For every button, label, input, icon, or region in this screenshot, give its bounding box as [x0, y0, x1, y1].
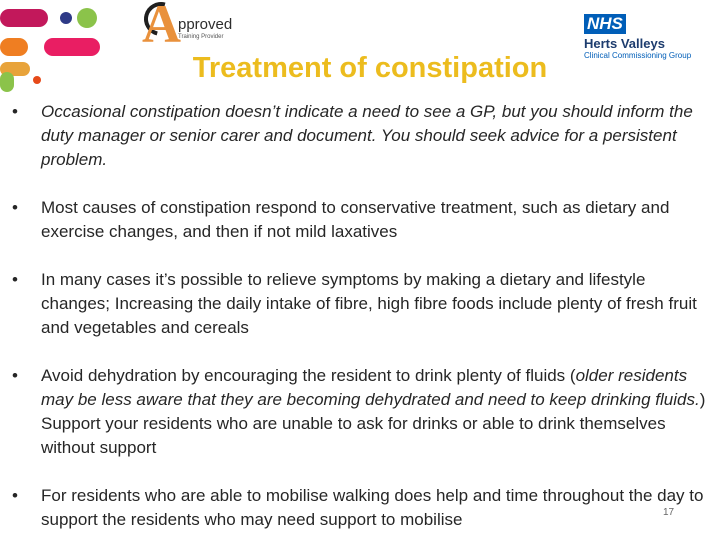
- approved-provider-logo: [142, 0, 252, 56]
- slide-title: Treatment of constipation: [192, 52, 548, 84]
- bullet-list: [12, 100, 712, 532]
- navy-dot: [60, 12, 72, 24]
- bullet-text: Avoid dehydration by encouraging the resident to drink plenty of fluids (: [41, 366, 576, 385]
- bullet-text: Most causes of constipation respond to conservative treatment, such as dietary and exercise changes, and then if not mild laxatives: [41, 198, 670, 241]
- nhs-org-name: Herts Valleys: [584, 36, 665, 51]
- nhs-org-sub: Clinical Commissioning Group: [584, 51, 692, 60]
- bullet-item: [12, 364, 712, 460]
- bullet-item: [12, 268, 712, 340]
- bullet-text: older residents may be less aware that they are becoming dehydrated and need to keep drinking fluids.: [41, 366, 700, 409]
- bullet-text: For residents who are able to mobilise walking does help and time throughout the day to support the residents who may need support to mobilise: [41, 486, 704, 529]
- bullet-text: In many cases it’s possible to relieve symptoms by making a dietary and lifestyle changes; Increasing the daily intake of fibre, high fibre foods include plenty of fresh fruit and vegetables and cereals: [41, 270, 697, 337]
- bullet-text: Occasional constipation doesn’t indicate a need to see a GP, but you should inform the duty manager or senior carer and document. You should seek advice for a persistent problem.: [41, 102, 693, 169]
- page-number: 17: [663, 507, 675, 518]
- approved-word: pproved: [178, 16, 233, 33]
- bullet-item: [12, 484, 712, 532]
- approved-letter-a: A: [142, 0, 181, 54]
- bullet-text: ) Support your residents who are unable to ask for drinks or able to drink themselves without support: [41, 390, 706, 457]
- green-dot: [77, 8, 97, 28]
- nhs-badge: NHS: [584, 14, 626, 34]
- bullet-item: [12, 100, 712, 172]
- magenta-bar: [0, 9, 48, 27]
- bullet-item: [12, 196, 712, 244]
- approved-subtitle: Training Provider: [178, 34, 224, 40]
